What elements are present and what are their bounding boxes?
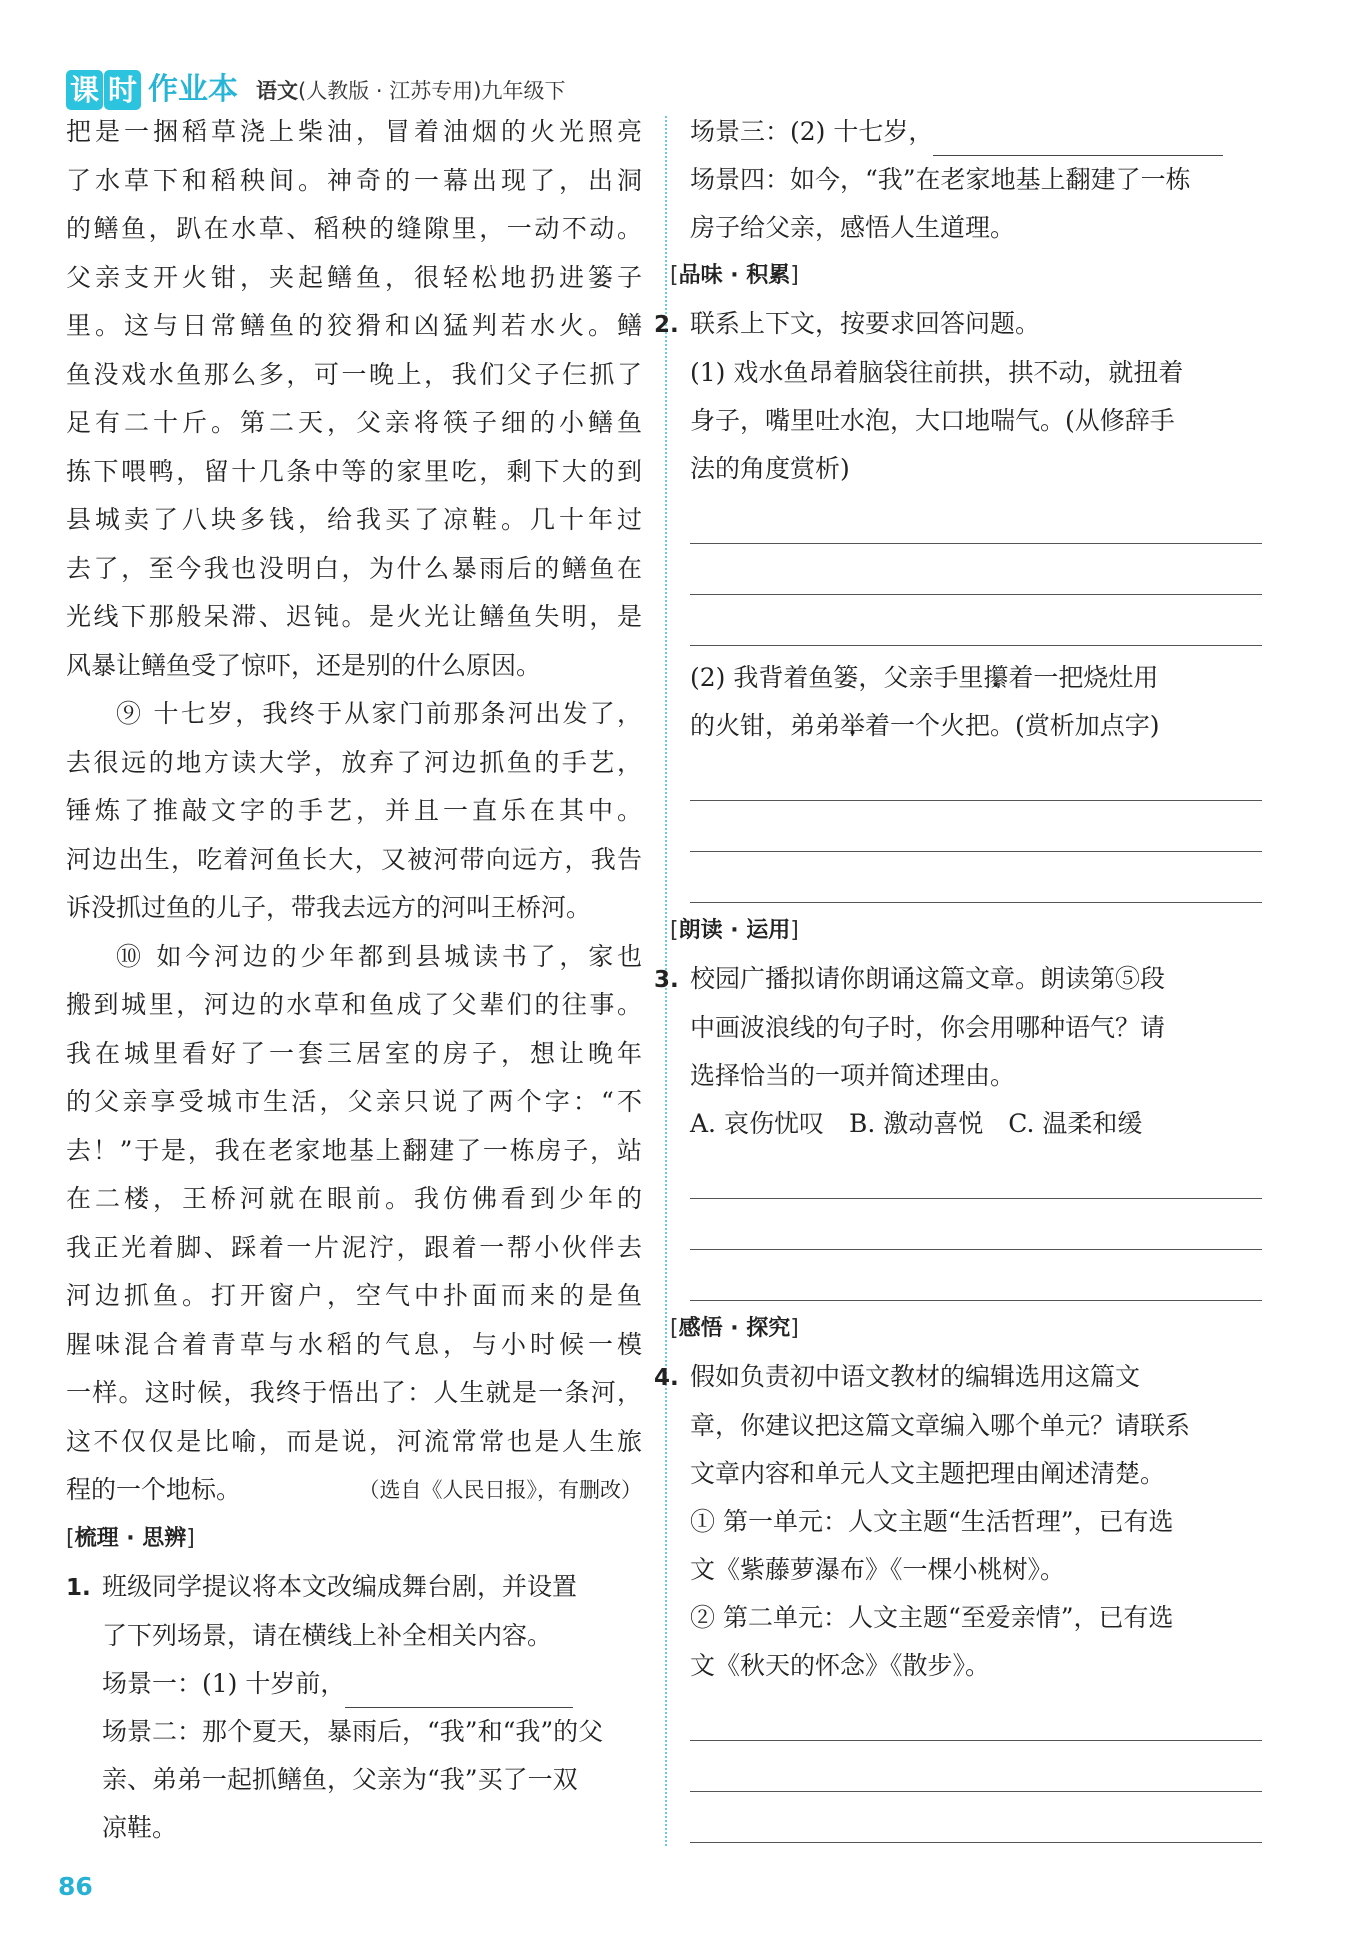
scene-2-line-1: 场景二：那个夏天，暴雨后，“我”和“我”的父 — [102, 1716, 604, 1746]
question-1-line-2: 了下列场景，请在横线上补全相关内容。 — [102, 1620, 553, 1650]
question-4-line-3: 文章内容和单元人文主题把理由阐述清楚。 — [690, 1459, 1166, 1488]
q4-option-1-line-2: 文《紫藤萝瀑布》《一棵小桃树》。 — [690, 1555, 1066, 1584]
q2-sub1-line-2: 身子，嘴里吐水泡，大口地喘气。(从修辞手 — [690, 406, 1175, 435]
section-label-3-text: 朗读 · 运用 — [678, 918, 791, 943]
q3-answer-line[interactable] — [690, 1199, 1262, 1250]
q2-sub1-line-1: (1) 戏水鱼昂着脑袋往前拱，拱不动，就扭着 — [690, 358, 1184, 387]
scene-2-line-2: 亲、弟弟一起抓鳝鱼，父亲为“我”买了一双 — [102, 1764, 578, 1794]
text-line: 这不仅仅是比喻，而是说，河流常常也是人生旅 — [66, 1426, 642, 1456]
q3-answer-line[interactable] — [690, 1250, 1262, 1301]
paragraph-10-end: 程的一个地标。 — [66, 1475, 242, 1504]
q2-sub2-text-b: 着一把烧灶用 — [1008, 663, 1159, 692]
section-label-1-text: 梳理 · 思辨 — [74, 1525, 187, 1551]
subject-label — [256, 72, 565, 110]
text-line: ⑩ 如今河边的少年都到县城读书了，家也 — [116, 941, 642, 971]
q4-answer-line[interactable] — [690, 1741, 1262, 1792]
text-line: 父亲支开火钳，夹起鳝鱼，很轻松地扔进篓子 — [66, 262, 642, 292]
question-1-line-1: 班级同学提议将本文改编成舞台剧，并设置 — [102, 1571, 578, 1601]
paragraph-10-last-line — [66, 1466, 642, 1515]
scene-4-line-1: 场景四：如今，“我”在老家地基上翻建了一栋 — [690, 165, 1191, 194]
scene-3-answer-blank[interactable] — [933, 121, 1223, 156]
q4-option-2-line-2: 文《秋天的怀念》《散步》。 — [690, 1651, 991, 1680]
question-4-line-1: 假如负责初中语文教材的编辑选用这篇文 — [690, 1362, 1141, 1391]
section-label-4-text: 感悟 · 探究 — [678, 1316, 791, 1341]
q4-answer-line[interactable] — [690, 1792, 1262, 1843]
q2-dotted-char-1: 攥 — [983, 663, 1009, 692]
q2-sub2-answer-line[interactable] — [690, 852, 1262, 903]
text-line: 拣下喂鸭，留十几条中等的家里吃，剩下大的到 — [66, 456, 642, 486]
q2-sub2-line-1 — [654, 654, 1262, 702]
section-label-2: [品味 · 积累] — [670, 263, 799, 288]
question-2 — [654, 300, 1262, 903]
q3-answer-line[interactable] — [690, 1148, 1262, 1199]
scene-3 — [690, 108, 1262, 156]
header — [66, 58, 565, 110]
section-label-3: [朗读 · 运用] — [670, 918, 799, 943]
text-line: 一样。这时候，我终于悟出了：人生就是一条河， — [66, 1378, 642, 1407]
text-line: 诉没抓过鱼的儿子，带我去远方的河叫王桥河。 — [66, 893, 592, 922]
q2-sub2-answer-line[interactable] — [690, 750, 1262, 801]
q2-sub1-answer-line[interactable] — [690, 544, 1262, 595]
source-citation: （选自《人民日报》，有删改） — [358, 1478, 642, 1502]
text-line: 去！”于是，我在老家地基上翻建了一栋房子，站 — [66, 1135, 642, 1165]
scene-3-text: 场景三：(2) 十七岁， — [690, 117, 934, 146]
logo-char-1: 课 — [66, 70, 103, 110]
q2-sub1-answer-line[interactable] — [690, 493, 1262, 544]
text-line: 锤炼了推敲文字的手艺，并且一直乐在其中。 — [66, 796, 642, 825]
subject-edition: (人教版 · 江苏专用)九年级下 — [298, 79, 566, 103]
question-3-number: 3. — [654, 967, 679, 993]
question-2-line-1: 联系上下文，按要求回答问题。 — [690, 309, 1041, 338]
scene-1 — [66, 1660, 642, 1708]
text-line: 了水草下和稻秧间。神奇的一幕出现了，出洞 — [66, 165, 642, 195]
section-label-1: [梳理 · 思辨] — [66, 1525, 195, 1551]
question-1-continued — [690, 108, 1262, 252]
text-line: 去很远的地方读大学，放弃了河边抓鱼的手艺， — [66, 747, 642, 777]
scene-1-text: 场景一：(1) 十岁前， — [102, 1668, 346, 1698]
question-3-line-3: 选择恰当的一项并简述理由。 — [690, 1061, 1016, 1090]
logo-text: 作业本 — [148, 72, 239, 107]
brand-logo — [66, 70, 238, 110]
scene-2-line-3: 凉鞋。 — [102, 1812, 178, 1842]
q2-sub2-answer-line[interactable] — [690, 801, 1262, 852]
text-line: 搬到城里，河边的水草和鱼成了父辈们的往事。 — [66, 990, 642, 1019]
page-number: 86 — [58, 1872, 93, 1901]
text-line: 足有二十斤。第二天，父亲将筷子细的小鳝鱼 — [66, 408, 642, 437]
text-line: 河边抓鱼。打开窗户，空气中扑面而来的是鱼 — [66, 1281, 642, 1310]
question-2-number: 2. — [654, 312, 679, 338]
text-line: 我在城里看好了一套三居室的房子，想让晚年 — [66, 1038, 642, 1068]
question-4 — [654, 1353, 1262, 1843]
section-label-4: [感悟 · 探究] — [670, 1316, 799, 1341]
text-line: 里。这与日常鳝鱼的狡猾和凶猛判若水火。鳝 — [66, 311, 642, 340]
text-line: 腥味混合着青草与水稻的气息，与小时候一模 — [66, 1329, 642, 1359]
question-3-options: A. 哀伤忧叹 B. 激动喜悦 C. 温柔和缓 — [690, 1109, 1143, 1138]
q2-sub2-text-c: 的火钳，弟弟 — [690, 711, 841, 740]
right-column — [654, 108, 1262, 1843]
q4-option-1-line-1: ① 第一单元：人文主题“生活哲理”，已有选 — [690, 1507, 1174, 1536]
question-1 — [66, 1563, 642, 1852]
scene-1-answer-blank[interactable] — [345, 1673, 573, 1708]
q2-sub1-line-3: 法的角度赏析) — [690, 454, 850, 483]
text-line: 去了，至今我也没明白，为什么暴雨后的鳝鱼在 — [66, 553, 642, 583]
passage-continuation — [66, 108, 642, 690]
q4-answer-line[interactable] — [690, 1690, 1262, 1741]
scene-4-line-2: 房子给父亲，感悟人生道理。 — [690, 213, 1016, 242]
text-line: 风暴让鳝鱼受了惊吓，还是别的什么原因。 — [66, 650, 542, 680]
question-3 — [654, 955, 1262, 1301]
q2-sub1-answer-line[interactable] — [690, 595, 1262, 646]
logo-char-2: 时 — [104, 70, 141, 110]
text-line: 我正光着脚、踩着一片泥泞，跟着一帮小伙伴去 — [66, 1232, 642, 1262]
text-line: 把是一捆稻草浇上柴油，冒着油烟的火光照亮 — [66, 117, 642, 146]
q2-sub2-text-d: 着一个火把。(赏析加点字) — [865, 711, 1160, 740]
text-line: 在二楼，王桥河就在眼前。我仿佛看到少年的 — [66, 1184, 642, 1213]
question-3-line-2: 中画波浪线的句子时，你会用哪种语气？请 — [690, 1013, 1166, 1042]
q2-sub2-line-2 — [654, 702, 1262, 750]
q2-dotted-char-2: 举 — [840, 711, 866, 740]
text-line: 河边出生，吃着河鱼长大，又被河带向远方，我告 — [66, 844, 642, 874]
subject-main: 语文 — [256, 79, 299, 103]
paragraph-10 — [66, 933, 642, 1467]
question-4-number: 4. — [654, 1365, 679, 1391]
text-line: 光线下那般呆滞、迟钝。是火光让鳝鱼失明，是 — [66, 602, 642, 631]
text-line: 县城卖了八块多钱，给我买了凉鞋。几十年过 — [66, 505, 642, 534]
text-line: 的鳝鱼，趴在水草、稻秧的缝隙里，一动不动。 — [66, 214, 642, 243]
paragraph-9 — [66, 690, 642, 933]
left-column — [66, 108, 642, 1852]
question-1-number: 1. — [66, 1574, 91, 1601]
text-line: 的父亲享受城市生活，父亲只说了两个字：“不 — [66, 1087, 642, 1116]
text-line: ⑨ 十七岁，我终于从家门前那条河出发了， — [116, 699, 642, 728]
q4-option-2-line-1: ② 第二单元：人文主题“至爱亲情”，已有选 — [690, 1603, 1174, 1632]
question-4-line-2: 章，你建议把这篇文章编入哪个单元？请联系 — [690, 1411, 1191, 1440]
text-line: 鱼没戏水鱼那么多，可一晚上，我们父子仨抓了 — [66, 359, 642, 389]
question-3-line-1: 校园广播拟请你朗诵这篇文章。朗读第⑤段 — [690, 964, 1166, 993]
q2-sub2-text-a: (2) 我背着鱼篓，父亲手里 — [690, 663, 984, 692]
section-label-2-text: 品味 · 积累 — [678, 263, 791, 288]
